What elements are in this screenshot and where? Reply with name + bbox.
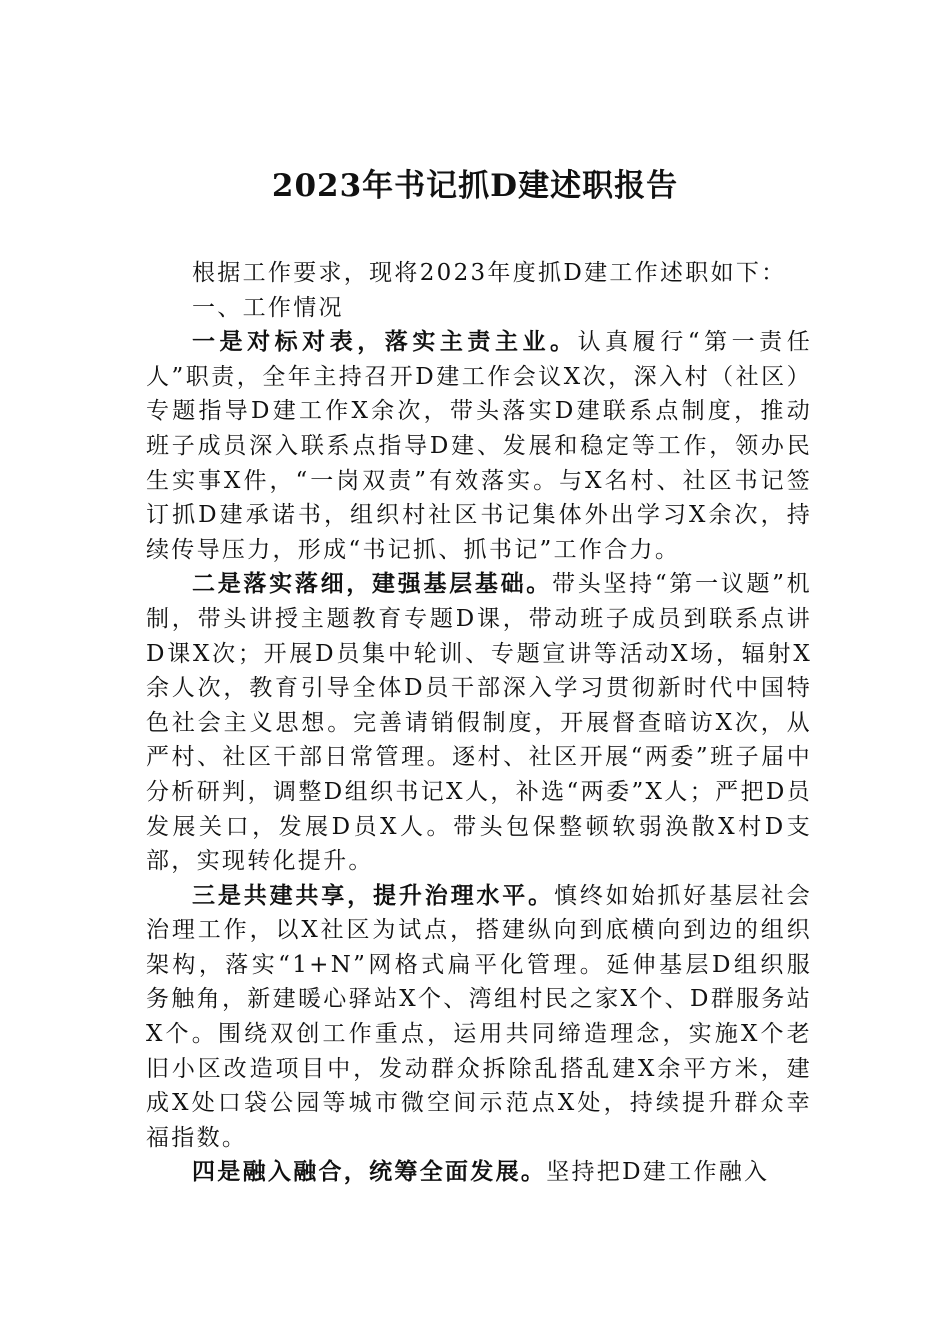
body-paragraph — [146, 1155, 812, 1190]
intro-paragraph: 根据工作要求，现将2023年度抓D建工作述职如下： — [192, 260, 787, 286]
paragraph-text: 认真履行“第一责任人”职责，全年主持召开D建工作会议X次，深入村（社区）专题指导D建工作X余次，带头落实D建联系点制度，推动班子成员深入联系点指导D建、发展和稳定等工作，领办民生实事X件，“一岗双责”有效落实。与X名村、社区书记签订抓D建承诺书，组织村社区书记集体外出学习X余次，持续传导压力，形成“书记抓、抓书记”工作合力。 — [146, 329, 812, 563]
body-paragraph — [146, 879, 812, 1156]
body-paragraph — [146, 325, 812, 567]
paragraph-lead: 二是落实落细，建强基层基础。 — [192, 571, 553, 598]
section-heading: 一、工作情况 — [192, 294, 344, 321]
paragraph-lead: 三是共建共享，提升治理水平。 — [192, 882, 554, 909]
document-title: 2023年书记抓D建述职报告 — [271, 168, 679, 204]
paragraph-text: 慎终如始抓好基层社会治理工作，以X社区为试点，搭建纵向到底横向到边的组织架构，落实“1+N”网格式扁平化管理。延伸基层D组织服务触角，新建暖心驿站X个、湾组村民之家X个、D群服务站X个。围绕双创工作重点，运用共同缔造理念，实施X个老旧小区改造项目中，发动群众拆除乱搭乱建X余平方米，建成X处口袋公园等城市微空间示范点X处，持续提升群众幸福指数。 — [146, 882, 813, 1151]
document-body — [146, 256, 812, 1190]
paragraph-text: 坚持把D建工作融入 — [546, 1159, 770, 1186]
paragraph-lead: 四是融入融合，统筹全面发展。 — [192, 1159, 547, 1186]
paragraph-lead: 一是对标对表，落实主责主业。 — [192, 329, 578, 356]
paragraph-text: 带头坚持“第一议题”机制，带头讲授主题教育专题D课，带动班子成员到联系点讲D课X次；开展D员集中轮训、专题宣讲等活动X场，辐射X余人次，教育引导全体D员干部深入学习贯彻新时代中国特色社会主义思想。完善请销假制度，开展督查暗访X次，从严村、社区干部日常管理。逐村、社区开展“两委”班子届中分析研判，调整D组织书记X人，补选“两委”X人；严把D员发展关口，发展D员X人。带头包保整顿软弱涣散X村D支部，实现转化提升。 — [146, 571, 812, 875]
body-paragraph — [146, 567, 812, 878]
